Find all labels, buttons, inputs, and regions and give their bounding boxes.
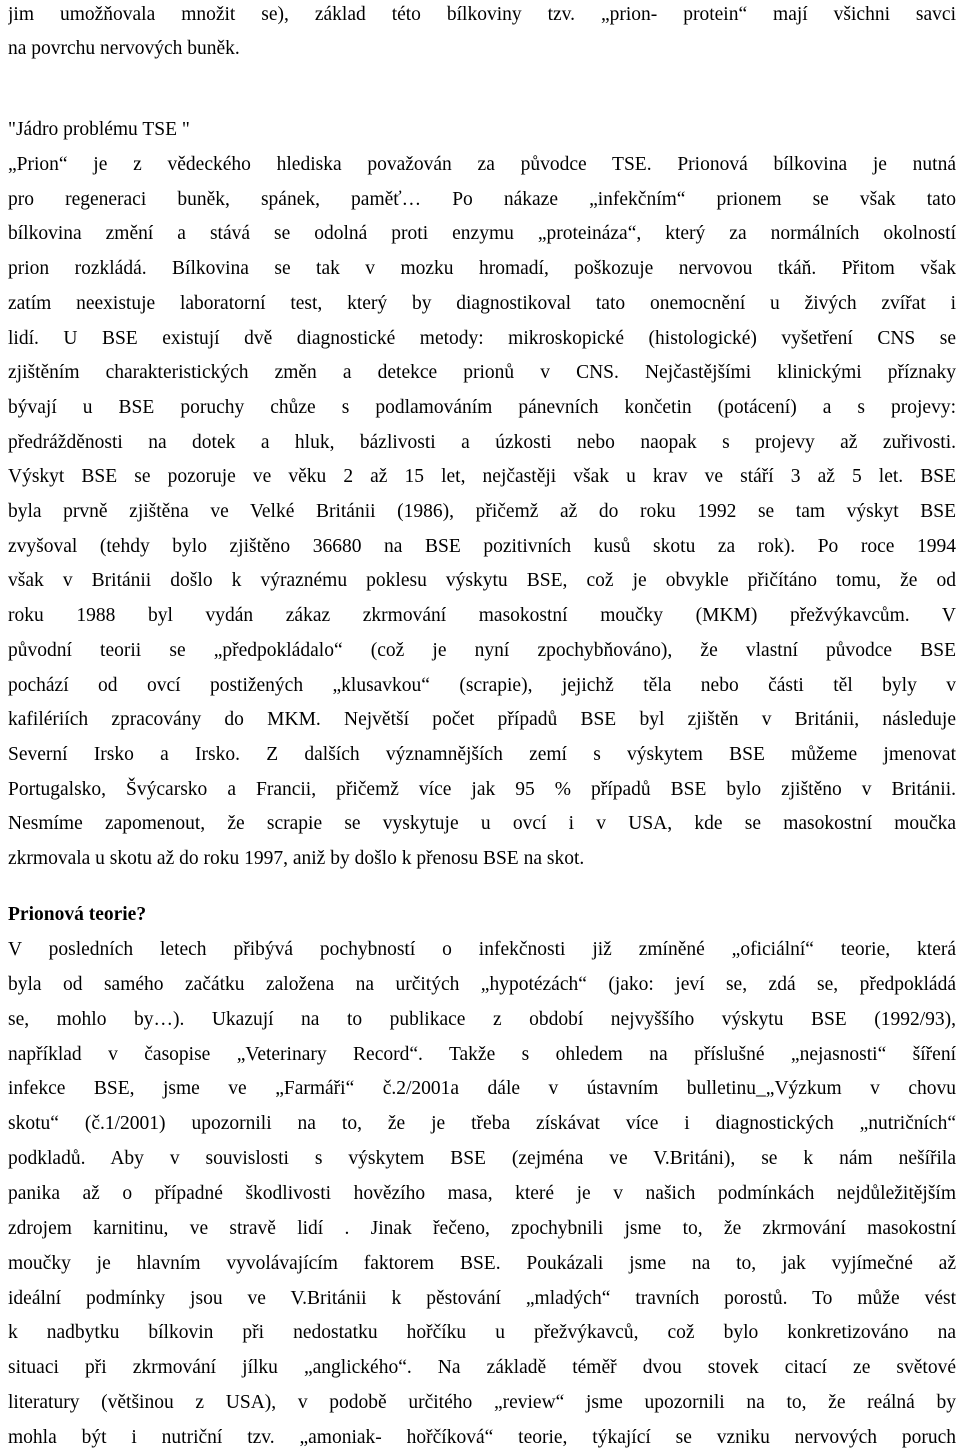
intro-line: jim umožňovala množit se), základ této bílkoviny tzv. „prion- protein“ mají všichni savci (8, 4, 956, 25)
paragraph-line: roku 1988 byl vydán zákaz zkrmování masokostní moučky (MKM) přežvýkavcům. V (8, 605, 956, 627)
paragraph-line: lidí. U BSE existují dvě diagnostické metody: mikroskopické (histologické) vyšetření CNS se (8, 327, 956, 349)
paragraph-line: zdrojem karnitinu, ve stravě lidí . Jinak řečeno, zpochybnili jsme to, že zkrmování masokostní (8, 1217, 956, 1239)
paragraph-line: moučky je hlavním vyvolávajícím faktorem BSE. Poukázali jsme na to, jak vyjímečné až (8, 1252, 956, 1274)
section-heading: Prionová teorie? (8, 904, 147, 925)
paragraph-line: infekce BSE, jsme ve „Farmáři“ č.2/2001a dále v ústavním bulletinu_„Výzkum v chovu (8, 1078, 956, 1100)
intro-line: na povrchu nervových buněk. (8, 37, 240, 59)
paragraph-line: mohla být i nutriční tzv. „amoniak- hořčíková“ teorie, týkající se vzniku nervových poruch (8, 1426, 956, 1448)
paragraph-line: byla prvně zjištěna ve Velké Británii (1986), přičemž až do roku 1992 se tam výskyt BSE (8, 501, 956, 522)
paragraph-line: podkladů. Aby v souvislosti s výskytem BSE (zejména ve V.Británi), se k nám nešířila (8, 1148, 956, 1170)
paragraph-line: situaci při zkrmování jílku „anglického“. Na základě téměř dvou stovek citací ze světové (8, 1357, 956, 1379)
paragraph-line: například v časopise „Veterinary Record“. Takže s ohledem na příslušné „nejasnosti“ šíření (8, 1043, 956, 1065)
paragraph-line: k nadbytku bílkovin při nedostatku hořčíku u přežvýkavců, což bylo konkretizováno na (8, 1322, 956, 1344)
paragraph-line: skotu“ (č.1/2001) upozornili na to, že je třeba získávat více i diagnostických „nutričních“ (8, 1113, 956, 1135)
paragraph-line: pochází od ovcí postižených „klusavkou“ (scrapie), jejichž těla nebo části těl byly v (8, 674, 956, 696)
paragraph-line: zkrmovala u skotu až do roku 1997, aniž by došlo k přenosu BSE na skot. (8, 848, 585, 869)
paragraph-line: ideální podmínky jsou ve V.Británii k pěstování „mladých“ travních porostů. To může vést (8, 1287, 956, 1309)
paragraph-line: kafilériích zpracovány do MKM. Největší počet případů BSE byl zjištěn v Británii, následuje (8, 709, 956, 731)
paragraph-line: se, mohlo by…). Ukazují na to publikace z období nejvyššího výskytu BSE (1992/93), (8, 1008, 956, 1030)
paragraph-line: zjištěním charakteristických změn a detekce prionů v CNS. Nejčastějšími klinickými příznaky (8, 362, 956, 384)
paragraph-line: pro regeneraci buněk, spánek, paměť… Po nákaze „infekčním“ prionem se však tato (8, 188, 956, 210)
paragraph-line: předrážděnosti na dotek a hluk, bázlivosti a úzkosti nebo naopak s projevy až zuřivosti. (8, 431, 956, 453)
paragraph-line: Nesmíme zapomenout, že scrapie se vyskytuje u ovcí i v USA, kde se masokostní moučka (8, 813, 956, 835)
paragraph-line: byla od samého začátku založena na určitých „hypotézách“ (jako: jeví se, zdá se, předpokládá (8, 973, 956, 995)
paragraph-line: literatury (většinou z USA), v podobě určitého „review“ jsme upozornili na to, že reálná by (8, 1392, 956, 1414)
paragraph-line: panika až o případné škodlivosti hovězího masa, které je v našich podmínkách nejdůležitějším (8, 1182, 956, 1204)
paragraph-line: Výskyt BSE se pozoruje ve věku 2 až 15 let, nejčastěji však u krav ve stáří 3 až 5 let. BSE (8, 466, 956, 488)
paragraph-line: zatím neexistuje laboratorní test, který by diagnostikoval tato onemocnění u živých zvířat i (8, 292, 956, 314)
paragraph-line: prion rozkládá. Bílkovina se tak v mozku hromadí, poškozuje nervovou tkáň. Přitom však (8, 258, 956, 280)
section-heading: "Jádro problému TSE " (8, 119, 190, 140)
paragraph-line: Portugalsko, Švýcarsko a Francii, přičemž více jak 95 % případů BSE bylo zjištěno v Británii. (8, 778, 956, 800)
paragraph-line: „Prion“ je z vědeckého hlediska považován za původce TSE. Prionová bílkovina je nutná (8, 154, 956, 175)
paragraph-line: zvyšoval (tehdy bylo zjištěno 36680 na BSE pozitivních kusů skotu za rok). Po roce 1994 (8, 535, 956, 557)
paragraph-line: původní teorii se „předpokládalo“ (což je nyní zpochybňováno), že vlastní původce BSE (8, 639, 956, 661)
document-page (8, 0, 956, 1452)
paragraph-line: bílkovina změní a stává se odolná proti enzymu „proteináza“, který za normálních okolností (8, 223, 956, 245)
paragraph-line: bývají u BSE poruchy chůze s podlamováním pánevních končetin (potácení) a s projevy: (8, 396, 956, 418)
paragraph-line: Severní Irsko a Irsko. Z dalších významnějších zemí s výskytem BSE můžeme jmenovat (8, 743, 956, 765)
paragraph-line: však v Británii došlo k výraznému poklesu výskytu BSE, což je obvykle přičítáno tomu, že od (8, 570, 956, 592)
paragraph-line: V posledních letech přibývá pochybností o infekčnosti již zmíněné „oficiální“ teorie, která (8, 939, 956, 960)
